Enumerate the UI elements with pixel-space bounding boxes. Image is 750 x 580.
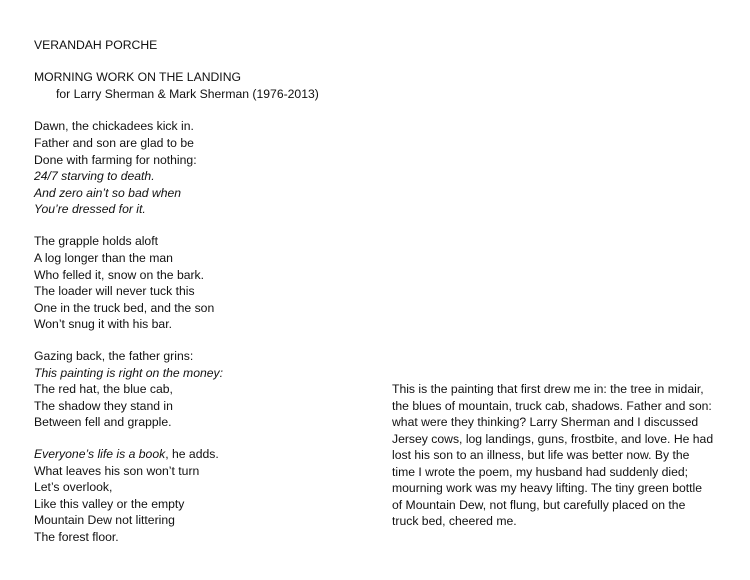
- poem-line: The loader will never tuck this: [34, 284, 195, 298]
- poem-line: Gazing back, the father grins:: [34, 349, 194, 363]
- note-line: time I wrote the poem, my husband had suddenly died;: [392, 465, 689, 479]
- poem-column: [34, 0, 364, 580]
- poem-line: The red hat, the blue cab,: [34, 382, 173, 396]
- poem-line: Mountain Dew not littering: [34, 513, 175, 527]
- poem-line: The shadow they stand in: [34, 399, 173, 413]
- poem-line-italic-part: Everyone’s life is a book: [34, 447, 166, 461]
- poem-line: The forest floor.: [34, 530, 119, 544]
- poem-line: This painting is right on the money:: [34, 366, 224, 380]
- author-note: [392, 0, 737, 580]
- poem-line: Done with farming for nothing:: [34, 153, 197, 167]
- poem-line: What leaves his son won’t turn: [34, 464, 200, 478]
- note-line: lost his son to an illness, but life was better now. By the: [392, 448, 690, 462]
- note-line: Jersey cows, log landings, guns, frostbite, and love. He had: [392, 432, 714, 446]
- poem-line: You’re dressed for it.: [34, 202, 146, 216]
- poem-line: Won’t snug it with his bar.: [34, 317, 172, 331]
- poem-line: And zero ain’t so bad when: [34, 186, 182, 200]
- poem-line: Father and son are glad to be: [34, 136, 194, 150]
- poem-line: A log longer than the man: [34, 251, 173, 265]
- poem-line: Dawn, the chickadees kick in.: [34, 119, 194, 133]
- note-line: of Mountain Dew, not flung, but carefully placed on the: [392, 498, 686, 512]
- poem-line: Let’s overlook,: [34, 480, 113, 494]
- note-line: mourning work was my heavy lifting. The tiny green bottle: [392, 481, 703, 495]
- poem-line: Between fell and grapple.: [34, 415, 172, 429]
- note-line: This is the painting that first drew me in: the tree in midair,: [392, 382, 704, 396]
- poem-line: [34, 446, 219, 462]
- poem-line: One in the truck bed, and the son: [34, 301, 215, 315]
- note-line: what were they thinking? Larry Sherman and I discussed: [392, 415, 699, 429]
- poem-dedication: for Larry Sherman & Mark Sherman (1976-2013): [56, 87, 319, 101]
- poem-title: MORNING WORK ON THE LANDING: [34, 70, 241, 84]
- poem-line: Like this valley or the empty: [34, 497, 185, 511]
- note-line: truck bed, cheered me.: [392, 514, 517, 528]
- poem-line: 24/7 starving to death.: [34, 169, 155, 183]
- poem-line-rest: , he adds.: [165, 447, 219, 461]
- poem-line: Who felled it, snow on the bark.: [34, 268, 205, 282]
- author-name: VERANDAH PORCHE: [34, 38, 158, 52]
- note-line: the blues of mountain, truck cab, shadows. Father and son:: [392, 399, 712, 413]
- poem-line: The grapple holds aloft: [34, 234, 158, 248]
